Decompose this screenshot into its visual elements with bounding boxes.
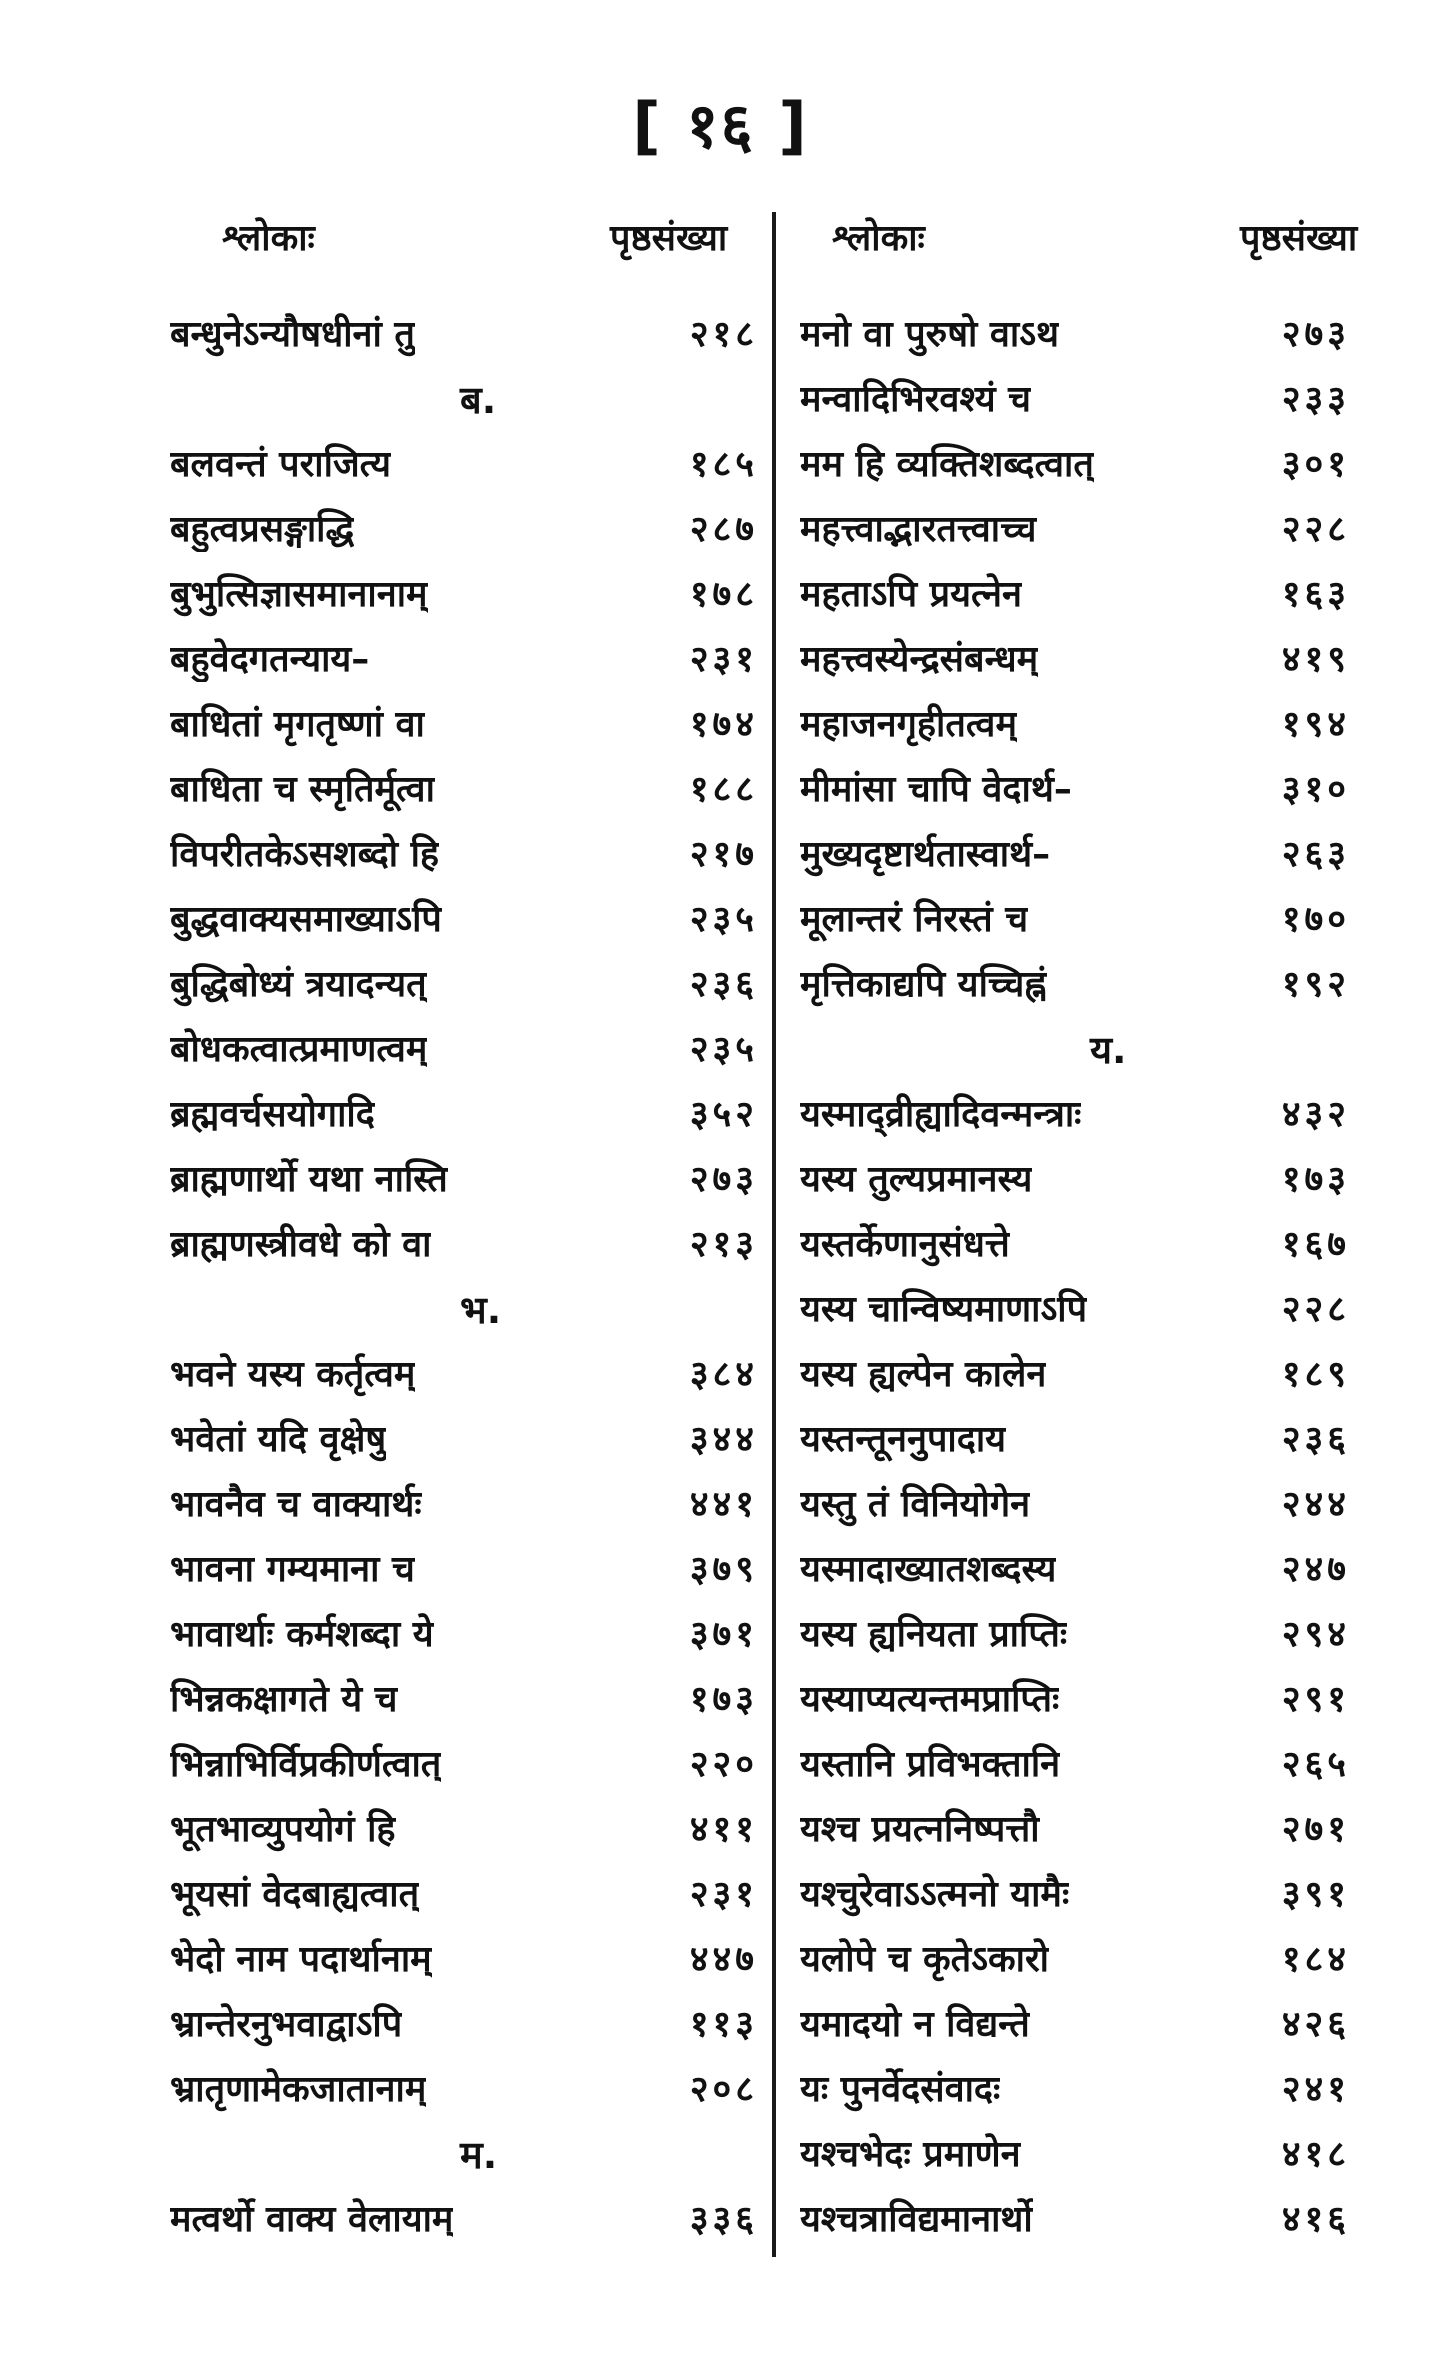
verse-entry <box>170 1011 770 1076</box>
verse-text: यश्चभेदः प्रमाणेन <box>800 2134 1021 2175</box>
verse-entry <box>800 1076 1400 1141</box>
verse-entry <box>170 686 770 751</box>
verse-entry <box>800 1986 1400 2051</box>
page-number-ref: ३९१ <box>1281 1874 1350 1915</box>
verse-text: बन्धुनेऽन्यौषधीनां तु <box>170 314 415 355</box>
verse-text: मुख्यदृष्टार्थतास्वार्थ– <box>800 834 1051 875</box>
verse-entry <box>170 1401 770 1466</box>
page-number-ref: १७४ <box>689 704 758 745</box>
verse-text: भावना गम्यमाना च <box>170 1549 415 1590</box>
verse-text: भावनैव च वाक्यार्थः <box>170 1484 422 1525</box>
verse-entry <box>170 751 770 816</box>
verse-entry <box>800 1206 1400 1271</box>
column-divider <box>772 212 776 2257</box>
verse-entry <box>170 1791 770 1856</box>
verse-text: यस्याप्यत्यन्तमप्राप्तिः <box>800 1679 1060 1720</box>
page-number-ref: ११३ <box>689 2004 758 2045</box>
verse-text: भेदो नाम पदार्थानाम् <box>170 1939 432 1980</box>
verse-entry <box>800 556 1400 621</box>
verse-text: भावार्थाः कर्मशब्दा ये <box>170 1614 434 1655</box>
verse-entry <box>170 1596 770 1661</box>
verse-entry <box>170 296 770 361</box>
verse-entry <box>800 621 1400 686</box>
verse-entry <box>800 816 1400 881</box>
verse-text: यः पुनर्वेदसंवादः <box>800 2069 1001 2110</box>
left-header-page-count: पृष्ठसंख्या <box>610 218 728 259</box>
page-number-ref: ३७९ <box>689 1549 758 1590</box>
verse-text: ब्राह्मणार्थो यथा नास्ति <box>170 1159 448 1200</box>
verse-text: महताऽपि प्रयत्नेन <box>800 574 1022 615</box>
page-number-ref: ३१० <box>1281 769 1350 810</box>
verse-entry <box>170 621 770 686</box>
verse-entry <box>170 556 770 621</box>
page-number-ref: २०८ <box>689 2069 758 2110</box>
verse-entry <box>800 751 1400 816</box>
page-number-ref: २८७ <box>689 509 758 550</box>
verse-text: यस्तानि प्रविभक्तानि <box>800 1744 1061 1785</box>
page-number-ref: २३५ <box>689 1029 758 1070</box>
verse-entry <box>170 1531 770 1596</box>
page-number-ref: २१७ <box>689 834 758 875</box>
section-letter: भ. <box>460 1288 502 1332</box>
verse-text: बहुत्वप्रसङ्गाद्धि <box>170 509 355 550</box>
page-number-ref: ३४४ <box>689 1419 758 1460</box>
page-number-ref: २३६ <box>689 964 758 1005</box>
verse-text: यमादयो न विद्यन्ते <box>800 2004 1030 2045</box>
verse-text: महत्त्वस्येन्द्रसंबन्धम् <box>800 639 1039 680</box>
verse-text: भ्रान्तेरनुभवाद्वाऽपि <box>170 2004 403 2045</box>
verse-text: बलवन्तं पराजित्य <box>170 444 391 485</box>
page-number-ref: २६३ <box>1281 834 1350 875</box>
verse-text: भूयसां वेदबाह्यत्वात् <box>170 1874 420 1915</box>
verse-entry <box>800 1856 1400 1921</box>
verse-entry <box>800 881 1400 946</box>
page-number-ref: १७८ <box>689 574 758 615</box>
verse-text: मीमांसा चापि वेदार्थ– <box>800 769 1072 810</box>
verse-entry <box>800 1141 1400 1206</box>
verse-text: यस्य ह्यल्पेन कालेन <box>800 1354 1047 1395</box>
page-number-ref: २२८ <box>1281 509 1350 550</box>
verse-entry <box>170 881 770 946</box>
verse-text: भ्रातृणामेकजातानाम् <box>170 2069 427 2110</box>
verse-entry <box>800 1466 1400 1531</box>
page-number-ref: २३१ <box>689 1874 758 1915</box>
page-number-ref: १९४ <box>1281 704 1350 745</box>
page-number-ref: ४१९ <box>1281 639 1350 680</box>
left-verse-index-column <box>170 296 770 2246</box>
verse-entry <box>170 1726 770 1791</box>
section-letter-row <box>170 2116 770 2181</box>
left-header-verses: श्लोकाः <box>222 218 315 259</box>
verse-text: यस्मादाख्यातशब्दस्य <box>800 1549 1057 1590</box>
verse-text: यश्च प्रयत्ननिष्पत्तौ <box>800 1809 1040 1850</box>
verse-text: बाधितां मृगतृष्णां वा <box>170 704 425 745</box>
page-number-ref: १७३ <box>1281 1159 1350 1200</box>
verse-text: यश्चत्राविद्यमानार्थो <box>800 2199 1033 2240</box>
verse-entry <box>800 1596 1400 1661</box>
page-number-ref: २२० <box>689 1744 758 1785</box>
page-number-ref: २२८ <box>1281 1289 1350 1330</box>
verse-entry <box>170 1141 770 1206</box>
page-number-ref: २३३ <box>1281 379 1350 420</box>
page-number-ref: २१८ <box>689 314 758 355</box>
page-number-ref: ३७१ <box>689 1614 758 1655</box>
verse-text: विपरीतकेऽसशब्दो हि <box>170 834 440 875</box>
verse-entry <box>170 946 770 1011</box>
verse-entry <box>170 1921 770 1986</box>
page-number-ref: ४१६ <box>1281 2199 1350 2240</box>
section-letter: य. <box>1090 1028 1127 1072</box>
page-number: [ १६ ] <box>632 89 809 162</box>
verse-text: यस्य चान्विष्यमाणाऽपि <box>800 1289 1088 1330</box>
page-number-ref: ४२६ <box>1281 2004 1350 2045</box>
verse-entry <box>170 1986 770 2051</box>
page-number-ref: १७० <box>1281 899 1350 940</box>
page-number-ref: २३६ <box>1281 1419 1350 1460</box>
verse-text: यश्चुरेवाऽऽत्मनो यामैः <box>800 1874 1070 1915</box>
verse-entry <box>170 1076 770 1141</box>
verse-entry <box>170 1206 770 1271</box>
verse-entry <box>800 1791 1400 1856</box>
page-number-ref: २७३ <box>1281 314 1350 355</box>
verse-text: बोधकत्वात्प्रमाणत्वम् <box>170 1029 428 1070</box>
verse-entry <box>800 296 1400 361</box>
verse-text: यस्तु तं विनियोगेन <box>800 1484 1031 1525</box>
verse-text: बुद्धवाक्यसमाख्याऽपि <box>170 899 442 940</box>
verse-entry <box>800 946 1400 1011</box>
page-number-ref: १८८ <box>689 769 758 810</box>
page-number-ref: २९१ <box>1281 1679 1350 1720</box>
verse-text: मम हि व्यक्तिशब्दत्वात् <box>800 444 1094 485</box>
verse-text: ब्राह्मणस्त्रीवधे को वा <box>170 1224 432 1265</box>
section-letter-row <box>170 1271 770 1336</box>
right-header-page-count: पृष्ठसंख्या <box>1240 218 1358 259</box>
verse-entry <box>800 2116 1400 2181</box>
page-number-ref: ४३२ <box>1281 1094 1350 1135</box>
page-number-ref: २३५ <box>689 899 758 940</box>
verse-entry <box>800 1401 1400 1466</box>
page-number-ref: १७३ <box>689 1679 758 1720</box>
page-number-ref: २६५ <box>1281 1744 1350 1785</box>
verse-text: बुद्धिबोध्यं त्रयादन्यत् <box>170 964 427 1005</box>
page-number-ref: ४११ <box>689 1809 758 1850</box>
page-number-ref: २४७ <box>1281 1549 1350 1590</box>
verse-text: भवने यस्य कर्तृत्वम् <box>170 1354 416 1395</box>
verse-text: महाजनगृहीतत्वम् <box>800 704 1017 745</box>
right-verse-index-column <box>800 296 1400 2246</box>
page-number-ref: २४१ <box>1281 2069 1350 2110</box>
verse-text: ब्रह्मवर्चसयोगादि <box>170 1094 375 1135</box>
verse-entry <box>800 1726 1400 1791</box>
verse-text: भिन्नाभिर्विप्रकीर्णत्वात् <box>170 1744 442 1785</box>
verse-entry <box>800 2051 1400 2116</box>
verse-text: यस्य तुल्यप्रमानस्य <box>800 1159 1033 1200</box>
verse-text: भिन्नकक्षागते ये च <box>170 1679 398 1720</box>
section-letter-row <box>170 361 770 426</box>
verse-text: बहुवेदगतन्याय– <box>170 639 370 680</box>
page-number-ref: ४४१ <box>689 1484 758 1525</box>
page-number-ref: २७१ <box>1281 1809 1350 1850</box>
verse-text: बाधिता च स्मृतिर्मूत्वा <box>170 769 435 810</box>
section-letter: ब. <box>460 378 497 422</box>
verse-text: बुभुत्सिज्ञासमानानाम् <box>170 574 428 615</box>
page-number-ref: ३०१ <box>1281 444 1350 485</box>
page-number-ref: ३३६ <box>689 2199 758 2240</box>
verse-text: मन्वादिभिरवश्यं च <box>800 379 1032 420</box>
page-number-ref: २१३ <box>689 1224 758 1265</box>
verse-entry <box>800 1531 1400 1596</box>
verse-entry <box>170 2181 770 2246</box>
page-number-ref: १६७ <box>1281 1224 1350 1265</box>
verse-text: यस्तन्तूननुपादाय <box>800 1419 1007 1460</box>
verse-entry <box>800 686 1400 751</box>
verse-entry <box>800 1921 1400 1986</box>
verse-entry <box>170 426 770 491</box>
verse-text: भवेतां यदि वृक्षेषु <box>170 1419 387 1460</box>
verse-entry <box>170 491 770 556</box>
verse-entry <box>170 1336 770 1401</box>
page-number-ref: २४४ <box>1281 1484 1350 1525</box>
page-number-ref: २३१ <box>689 639 758 680</box>
page-number-ref: २९४ <box>1281 1614 1350 1655</box>
page-number-ref: १८४ <box>1281 1939 1350 1980</box>
verse-entry <box>170 1466 770 1531</box>
verse-entry <box>170 1661 770 1726</box>
verse-text: मनो वा पुरुषो वाऽथ <box>800 314 1060 355</box>
page-number-ref: १८९ <box>1281 1354 1350 1395</box>
page-number-ref: ३८४ <box>689 1354 758 1395</box>
section-letter-row <box>800 1011 1400 1076</box>
verse-entry <box>800 1336 1400 1401</box>
page-number-ref: १८५ <box>689 444 758 485</box>
verse-entry <box>170 816 770 881</box>
verse-text: मृत्तिकाद्यपि यच्चिह्नं <box>800 964 1047 1005</box>
verse-entry <box>170 2051 770 2116</box>
verse-text: यलोपे च कृतेऽकारो <box>800 1939 1049 1980</box>
verse-entry <box>800 1271 1400 1336</box>
page-number-ref: ४४७ <box>689 1939 758 1980</box>
verse-text: महत्त्वाद्भारतत्त्वाच्च <box>800 509 1037 550</box>
right-header-verses: श्लोकाः <box>832 218 925 259</box>
page-number-ref: २७३ <box>689 1159 758 1200</box>
page-number-ref: ३५२ <box>689 1094 758 1135</box>
verse-text: मूलान्तरं निरस्तं च <box>800 899 1029 940</box>
page-number-ref: १६३ <box>1281 574 1350 615</box>
page-number-ref: १९२ <box>1281 964 1350 1005</box>
section-letter: म. <box>460 2133 498 2177</box>
verse-text: यस्माद्व्रीह्यादिवन्मन्त्राः <box>800 1094 1082 1135</box>
verse-text: यस्तर्केणानुसंधत्ते <box>800 1224 1010 1265</box>
page-number-ref: ४१८ <box>1281 2134 1350 2175</box>
verse-text: यस्य ह्यनियता प्राप्तिः <box>800 1614 1068 1655</box>
verse-text: मत्वर्थो वाक्य वेलायाम् <box>170 2199 454 2240</box>
verse-entry <box>800 361 1400 426</box>
verse-entry <box>170 1856 770 1921</box>
verse-entry <box>800 1661 1400 1726</box>
verse-entry <box>800 426 1400 491</box>
verse-entry <box>800 2181 1400 2246</box>
verse-text: भूतभाव्युपयोगं हि <box>170 1809 396 1850</box>
verse-entry <box>800 491 1400 556</box>
